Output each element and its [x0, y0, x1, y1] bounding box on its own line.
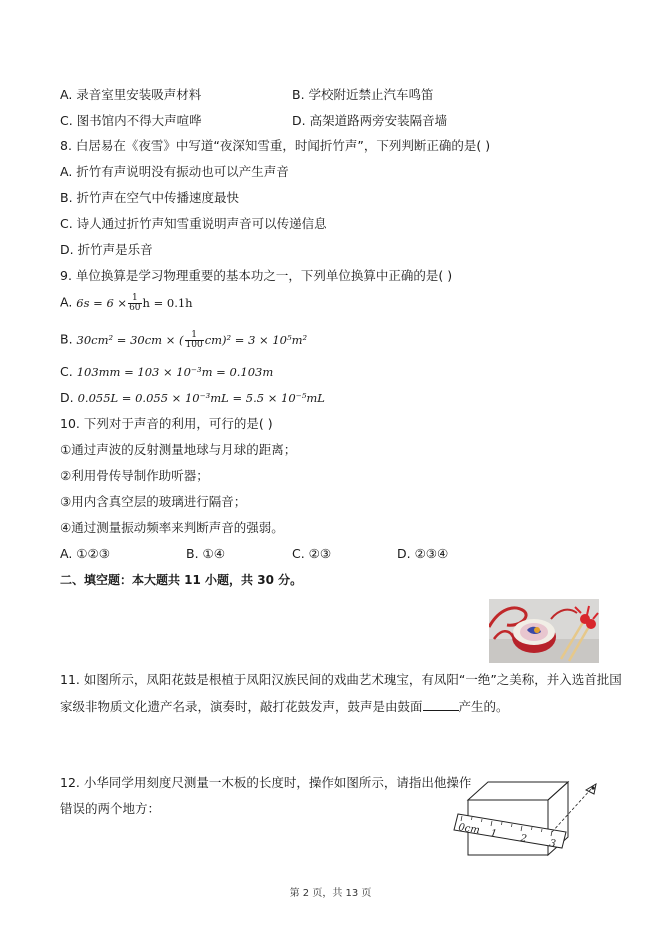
q8-option-a: A. 折竹有声说明没有振动也可以产生声音 [60, 164, 289, 179]
q9-a-rhs: h = 0.1h [142, 295, 193, 310]
q12-line-2: 错误的两个地方： [60, 801, 161, 816]
q9-c-label: C. [60, 364, 73, 379]
q9-b-rhs: cm)² = 3 × 10⁵m² [204, 332, 308, 347]
q11-text-before-blank: 家级非物质文化遗产名录，演奏时，敲打花鼓发声，鼓声是由鼓面 [60, 699, 423, 714]
q7-option-c: C. 图书馆内不得大声喧哗 [60, 113, 202, 128]
section-heading: 二、填空题：本大题共 11 小题，共 30 分。 [60, 573, 303, 587]
q9-option-a [60, 294, 193, 313]
q9-a-frac-den: 60 [129, 303, 141, 313]
q9-option-c [60, 364, 273, 380]
ruler-measurement-diagram [450, 770, 610, 860]
ruler-label-1: 1 [489, 828, 498, 840]
q10-option-b: B. ①④ [186, 546, 225, 561]
q10-option-d: D. ②③④ [397, 546, 449, 561]
q9-option-d [60, 390, 325, 406]
q9-stem: 9. 单位换算是学习物理重要的基本功之一，下列单位换算中正确的是( ) [60, 268, 453, 283]
q9-b-lhs: 30cm² = 30cm × ( [76, 332, 184, 347]
q12-line-1: 12. 小华同学用刻度尺测量一木板的长度时，操作如图所示，请指出他操作 [60, 775, 472, 790]
q9-b-frac-den: 100 [185, 340, 203, 350]
q10-item-4: ④通过测量振动频率来判断声音的强弱。 [60, 520, 284, 535]
page-footer: 第 2 页，共 13 页 [289, 888, 372, 899]
q9-b-frac-num: 1 [185, 331, 204, 341]
q9-a-label: A. [60, 294, 73, 310]
ruler-label-2: 2 [519, 833, 528, 845]
ruler-label-3: 3 [548, 838, 557, 850]
q8-stem: 8. 白居易在《夜雪》中写道“夜深知雪重，时闻折竹声”，下列判断正确的是( ) [60, 138, 491, 153]
ruler-label-0: 0cm [457, 822, 481, 837]
q10-item-2: ②利用骨传导制作助听器； [60, 468, 209, 483]
q10-option-c: C. ②③ [292, 546, 332, 561]
q10-item-1: ①通过声波的反射测量地球与月球的距离； [60, 442, 297, 457]
q9-b-expr [76, 330, 308, 350]
q7-option-d: D. 高架道路两旁安装隔音墙 [292, 113, 448, 128]
q8-option-c: C. 诗人通过折竹声知雪重说明声音可以传递信息 [60, 216, 327, 231]
q9-d-label: D. [60, 390, 74, 405]
q9-b-fraction [185, 331, 204, 350]
flower-drum-image [489, 599, 599, 663]
q9-b-label: B. [60, 331, 73, 347]
q8-option-d: D. 折竹声是乐音 [60, 242, 153, 257]
q9-a-frac-num: 1 [128, 294, 141, 304]
q7-option-a: A. 录音室里安装吸声材料 [60, 87, 202, 102]
q9-d-expr: 0.055L = 0.055 × 10⁻³mL = 5.5 × 10⁻⁵mL [77, 391, 325, 405]
q9-a-expr [76, 293, 193, 313]
q7-option-b: B. 学校附近禁止汽车鸣笛 [292, 87, 434, 102]
q11-line-2 [60, 698, 509, 715]
q11-text-after-blank: 产生的。 [458, 699, 509, 714]
q11-line-1: 11. 如图所示，凤阳花鼓是根植于凤阳汉族民间的戏曲艺术瑰宝，有凤阳“一绝”之美称，并入选首批国 [60, 672, 622, 687]
q11-answer-blank[interactable] [423, 698, 459, 711]
q9-option-b [60, 331, 307, 350]
q9-a-lhs: 6s = 6 × [76, 295, 128, 310]
q9-a-fraction [128, 294, 141, 313]
q9-c-expr: 103mm = 103 × 10⁻³m = 0.103m [76, 365, 274, 379]
q10-stem: 10. 下列对于声音的利用，可行的是( ) [60, 416, 273, 431]
q10-item-3: ③用内含真空层的玻璃进行隔音； [60, 494, 247, 509]
q10-option-a: A. ①②③ [60, 546, 110, 561]
q8-option-b: B. 折竹声在空气中传播速度最快 [60, 190, 240, 205]
